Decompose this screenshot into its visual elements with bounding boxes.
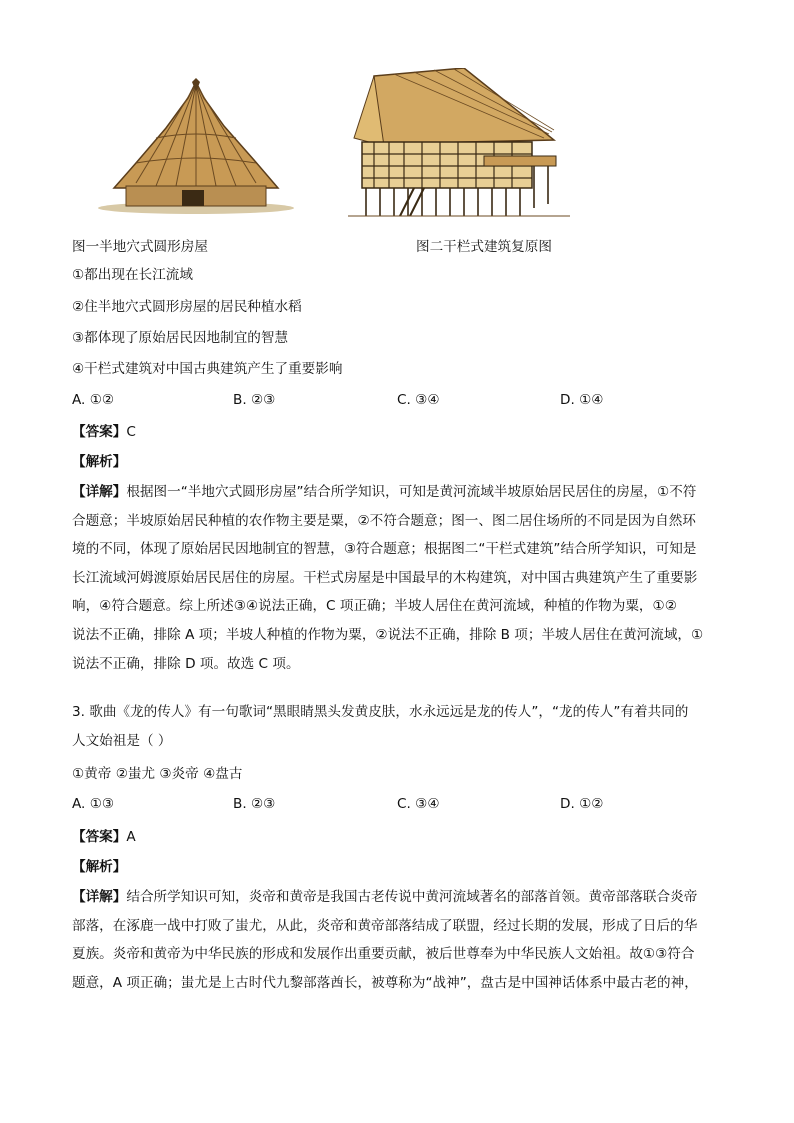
detail-line: 部落，在涿鹿一战中打败了蚩尤，从此，炎帝和黄帝部落结成了联盟，经过长期的发展，形成了日后的华: [72, 917, 698, 934]
q3-stem-line: 人文始祖是（ ）: [72, 732, 172, 749]
answer-value: A: [126, 829, 136, 845]
answer-value: C: [126, 424, 136, 440]
q3-option-c: C. ③④: [397, 796, 440, 812]
q2-option-a: A. ①②: [72, 392, 115, 408]
figure-2-caption: 图二干栏式建筑复原图: [416, 239, 552, 255]
q3-option-b: B. ②③: [233, 796, 276, 812]
statement-1: ①都出现在长江流域: [72, 267, 193, 283]
figure-1-caption: 图一半地穴式圆形房屋: [72, 239, 208, 255]
answer-tag: 【答案】: [72, 424, 127, 440]
detail-line: 夏族。炎帝和黄帝为中华民族的形成和发展作出重要贡献，被后世尊奉为中华民族人文始祖。故①③符合: [72, 946, 695, 963]
answer-tag: 【答案】: [72, 829, 127, 845]
detail-tag: 【详解】: [72, 889, 127, 905]
detail-line: 长江流域河姆渡原始居民居住的房屋。干栏式房屋是中国最早的木构建筑，对中国古典建筑产生了重要影: [72, 569, 698, 586]
detail-line: 【详解】结合所学知识可知，炎帝和黄帝是我国古老传说中黄河流域著名的部落首领。黄帝部落联合炎帝: [72, 889, 698, 905]
q3-option-a: A. ①③: [72, 796, 115, 812]
q3-analysis-heading: [72, 857, 126, 877]
statement-4: ④干栏式建筑对中国古典建筑产生了重要影响: [72, 361, 343, 377]
q2-detail-paragraph: [72, 478, 722, 678]
q3-detail-paragraph: [72, 883, 722, 997]
detail-line: 说法不正确，排除 A 项；半坡人种植的作物为粟，②说法不正确，排除 B 项；半坡人居住在黄河流域，①: [72, 626, 704, 643]
q3-option-d: D. ①②: [560, 796, 604, 812]
q3-stem: [72, 698, 722, 755]
stilt-house-illustration: [344, 68, 574, 220]
detail-line: 题意，A 项正确；蚩尤是上古时代九黎部落酋长，被尊称为“战神”，盘古是中国神话体系中最古老的神，: [72, 974, 698, 991]
round-hut-illustration: [96, 78, 296, 220]
statement-3: ③都体现了原始居民因地制宜的智慧: [72, 330, 289, 346]
detail-tag: 【详解】: [72, 484, 127, 500]
analysis-tag: 【解析】: [72, 454, 127, 470]
q2-answer: [72, 422, 136, 442]
detail-line: 说法不正确，排除 D 项。故选 C 项。: [72, 655, 300, 672]
q3-answer: [72, 827, 136, 847]
detail-line: 响，④符合题意。综上所述③④说法正确，C 项正确；半坡人居住在黄河流域，种植的作物为粟，①②: [72, 598, 677, 615]
statement-2: ②住半地穴式圆形房屋的居民种植水稻: [72, 299, 302, 315]
q2-option-b: B. ②③: [233, 392, 276, 408]
q3-choices: ①黄帝 ②蚩尤 ③炎帝 ④盘古: [72, 766, 243, 782]
q2-analysis-heading: [72, 452, 126, 472]
detail-line: 【详解】根据图一“半地穴式圆形房屋”结合所学知识，可知是黄河流域半坡原始居民居住的房屋，①不符: [72, 484, 697, 500]
detail-line: 合题意；半坡原始居民种植的农作物主要是粟，②不符合题意；图一、图二居住场所的不同是因为自然环: [72, 512, 696, 529]
q2-option-c: C. ③④: [397, 392, 440, 408]
q3-stem-line: 3. 歌曲《龙的传人》有一句歌词“黑眼睛黑头发黄皮肤，水永远远是龙的传人”，“龙的传人”有着共同的: [72, 704, 689, 720]
q2-option-d: D. ①④: [560, 392, 604, 408]
detail-line: 境的不同，体现了原始居民因地制宜的智慧，③符合题意；根据图二“干栏式建筑”结合所学知识，可知是: [72, 541, 697, 558]
analysis-tag: 【解析】: [72, 859, 127, 875]
